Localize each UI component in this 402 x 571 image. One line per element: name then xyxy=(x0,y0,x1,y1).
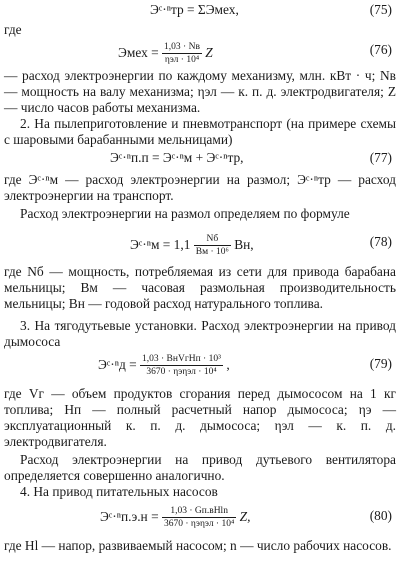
paragraph-definitions-77: где Эᶜ·ⁿм — расход электроэнергии на размол; Эᶜ·ⁿтр — расход электроэнергии на транспорт. xyxy=(4,172,396,203)
paragraph-definitions-79: где Vг — объем продуктов сгорания перед дымососом на 1 кг топлива; Hп — полный расчетный напор дымососа; ηэ — эксплуатационный к. п. д. дымососа; ηэл — к. п. д. электродвигателя. xyxy=(4,386,396,449)
equation-76-lhs: Эмех = xyxy=(118,45,159,61)
equation-76-denominator: ηэл · 10⁴ xyxy=(162,53,202,66)
paragraph-definitions-76: — расход электроэнергии по каждому механизму, млн. кВт · ч; Nв — мощность на валу механизма; ηэл — к. п. д. электродвигателя; Z — число часов работы механизма. xyxy=(4,68,396,115)
equation-80-lhs: Эᶜ·ⁿп.э.н = xyxy=(100,509,159,525)
equation-78-lhs: Эᶜ·ⁿм = 1,1 xyxy=(130,237,191,253)
equation-78-rhs: Bн, xyxy=(234,237,254,253)
equation-78-numerator: Nб xyxy=(206,234,219,244)
equation-79-denominator: 3670 · ηэηэл · 10⁴ xyxy=(140,365,223,378)
equation-78-number: (78) xyxy=(369,234,392,249)
equation-77 xyxy=(0,150,402,170)
equation-80-denominator: 3670 · ηэηэл · 10⁴ xyxy=(163,519,235,529)
equation-78-denominator: Bм · 10⁶ xyxy=(195,247,229,257)
where-label: где xyxy=(4,22,22,37)
equation-76-fraction xyxy=(162,42,202,66)
equation-76-number: (76) xyxy=(369,42,392,57)
equation-80-rhs: Z, xyxy=(239,509,251,525)
equation-75 xyxy=(0,2,402,22)
equation-80-fraction xyxy=(162,506,236,530)
equation-80-number: (80) xyxy=(369,508,392,523)
equation-76 xyxy=(0,38,402,64)
equation-76-numerator: 1,03 · Nв xyxy=(164,42,200,52)
equation-75-formula: Эᶜ·ⁿтр = ΣЭмех, xyxy=(150,2,239,17)
paragraph-definitions-80: где Hl — напор, развиваемый насосом; n — число рабочих насосов. xyxy=(4,538,392,553)
equation-75-number: (75) xyxy=(369,2,392,17)
equation-79-numerator: 1,03 · BнVгHп · 10³ xyxy=(142,354,221,364)
equation-77-number: (77) xyxy=(369,150,392,165)
paragraph-definitions-78: где Nб — мощность, потребляемая из сети для привода барабана мельницы; Bм — часовая размольная производительность мельницы; Bн — годовой расход натурального топлива. xyxy=(4,264,396,311)
equation-79-fraction xyxy=(140,354,223,378)
equation-76-rhs: Z xyxy=(205,45,213,61)
equation-79-rhs: , xyxy=(226,357,230,373)
equation-79 xyxy=(0,350,402,380)
equation-78-fraction xyxy=(194,234,231,258)
equation-80 xyxy=(0,502,402,532)
paragraph-section-2: 2. На пылеприготовление и пневмотранспорт (на примере схемы с шаровыми барабанными мельницами) xyxy=(4,116,396,147)
paragraph-fan: Расход электроэнергии на привод дутьевого вентилятора определяется совершенно аналогично. xyxy=(4,452,396,483)
equation-80-numerator: 1,03 · Gп.вHln xyxy=(170,506,228,516)
equation-78 xyxy=(0,230,402,258)
equation-79-number: (79) xyxy=(369,356,392,371)
paragraph-section-3: 3. На тягодутьевые установки. Расход электроэнергии на привод дымососа xyxy=(4,318,396,349)
paragraph-formula-intro: Расход электроэнергии на размол определяем по формуле xyxy=(20,206,350,221)
equation-79-lhs: Эᶜ·ⁿд = xyxy=(98,357,137,373)
paragraph-section-4: 4. На привод питательных насосов xyxy=(20,484,218,499)
equation-77-formula: Эᶜ·ⁿп.п = Эᶜ·ⁿм + Эᶜ·ⁿтр, xyxy=(110,150,244,165)
